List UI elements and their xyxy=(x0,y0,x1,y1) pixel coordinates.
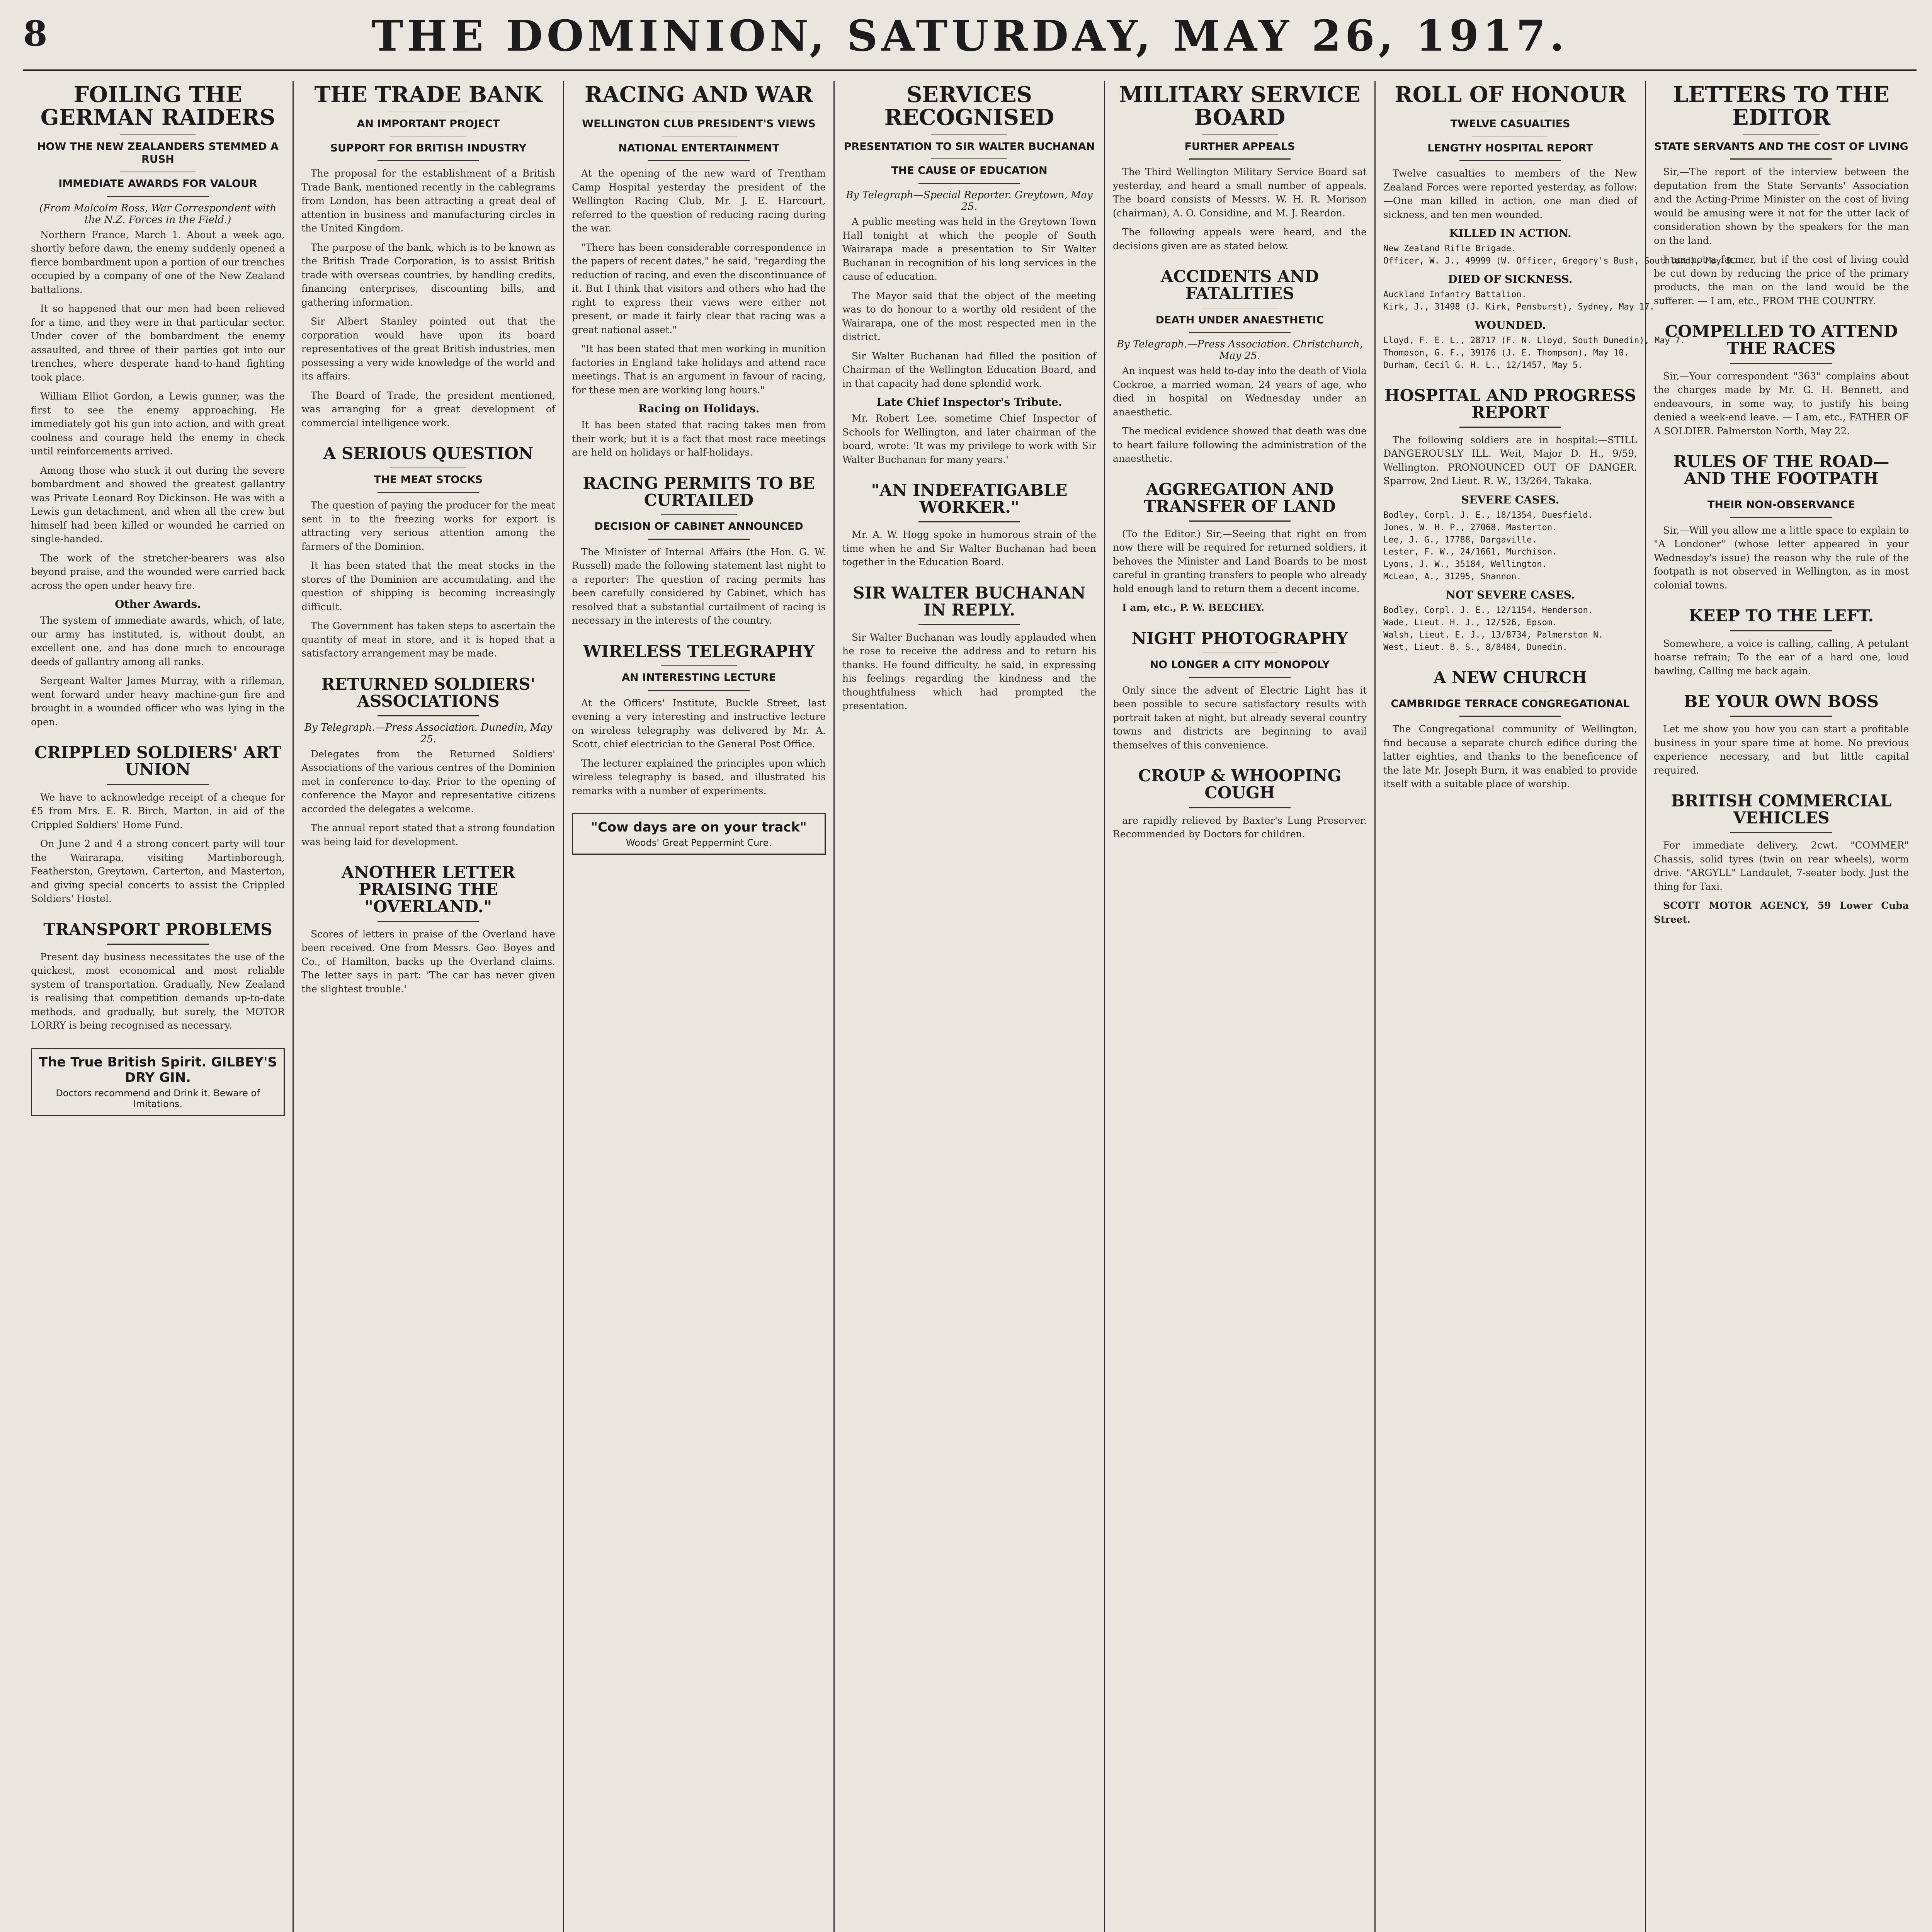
divider xyxy=(1189,158,1291,160)
headline: SERVICES RECOGNISED xyxy=(884,82,1054,130)
article xyxy=(31,921,285,1032)
subheadline: DEATH UNDER ANAESTHETIC xyxy=(1155,314,1324,326)
subheadline: DECISION OF CABINET ANNOUNCED xyxy=(594,520,803,532)
list-title: KILLED IN ACTION. xyxy=(1449,227,1571,240)
signoff: I am, etc., P. W. BEECHEY. xyxy=(1122,602,1265,614)
divider xyxy=(1459,160,1561,161)
ad-title: The True British Spirit. GILBEY'S DRY GIN. xyxy=(39,1054,277,1085)
divider xyxy=(918,521,1020,522)
divider xyxy=(120,134,196,135)
byline: By Telegraph.—Press Association. Dunedin, May 25. xyxy=(304,721,552,745)
article xyxy=(1383,669,1637,791)
list-item: Officer, W. J., 49999 (W. Officer, Gregory's Bush, Southland), May 9. xyxy=(1383,256,1736,266)
paragraph: It so happened that our men had been relieved for a time, and they were in that particular sector. Under cover of the bombardment the enemy assaulted, and three of their parties got into our trenches, where desperate hand-to-hand fighting took place. xyxy=(31,303,285,383)
divider xyxy=(1730,630,1832,631)
list-item: Wade, Lieut. H. J., 12/526, Epsom. xyxy=(1383,617,1558,628)
casualty-list xyxy=(1383,335,1685,372)
list-item: McLean, A., 31295, Shannon. xyxy=(1383,572,1522,582)
list-item: Lyons, J. W., 35184, Wellington. xyxy=(1383,560,1547,570)
headline: BRITISH COMMERCIAL VEHICLES xyxy=(1671,791,1892,828)
article xyxy=(1113,268,1367,465)
headline: A NEW CHURCH xyxy=(1433,668,1587,687)
headline: KEEP TO THE LEFT. xyxy=(1689,606,1874,626)
paragraph: Sir Walter Buchanan had filled the position of Chairman of the Wellington Education Board, and in that capacity had done splendid work. xyxy=(842,350,1096,389)
casualty-list xyxy=(1383,289,1655,313)
headline: FOILING THE GERMAN RAIDERS xyxy=(40,82,276,130)
headline: HOSPITAL AND PROGRESS REPORT xyxy=(1384,386,1636,422)
headline: CROUP & WHOOPING COUGH xyxy=(1138,766,1342,803)
divider xyxy=(648,160,750,161)
headline: BE YOUR OWN BOSS xyxy=(1684,692,1879,711)
headline: ROLL OF HONOUR xyxy=(1395,82,1626,107)
article xyxy=(1654,83,1909,308)
casualty-list xyxy=(1383,509,1637,583)
headline: THE TRADE BANK xyxy=(314,82,543,107)
article xyxy=(572,643,826,798)
paragraph: Sergeant Walter James Murray, with a rifleman, went forward under heavy machine-gun fire and brought in a wounded officer who was lying in the open. xyxy=(31,675,285,728)
newspaper-title: THE DOMINION, SATURDAY, MAY 26, 1917. xyxy=(371,11,1568,61)
columns xyxy=(23,81,1918,1932)
paragraph: The lecturer explained the principles upon which wireless telegraphy is based, and illustrated his remarks with a number of experiments. xyxy=(572,757,826,796)
list-title: NOT SEVERE CASES. xyxy=(1446,588,1575,602)
paragraph: Somewhere, a voice is calling, calling, A petulant hoarse refrain; To the ear of a hard one, loud bawling, Calling me back again. xyxy=(1654,638,1909,677)
paragraph: William Elliot Gordon, a Lewis gunner, was the first to see the enemy approaching. He immediately got his gun into action, and with great coolness and courage held the enemy in check until reinforcements arrived. xyxy=(31,391,285,457)
paragraph: An inquest was held to-day into the death of Viola Cockroe, a married woman, 24 years of age, who died in hospital on Wednesday under an anaesthetic. xyxy=(1113,365,1367,418)
divider xyxy=(1730,517,1832,518)
article xyxy=(1383,387,1637,654)
column-5 xyxy=(1105,81,1376,1932)
divider xyxy=(1189,332,1291,333)
headline: AGGREGATION AND TRANSFER OF LAND xyxy=(1144,480,1336,516)
divider xyxy=(1189,807,1291,808)
headline: SIR WALTER BUCHANAN IN REPLY. xyxy=(853,583,1086,619)
article xyxy=(1654,323,1909,438)
paragraph: The Government has taken steps to ascertain the quantity of meat in store, and it is hoped that a satisfactory arrangement may be made. xyxy=(301,620,555,659)
subheadline: AN INTERESTING LECTURE xyxy=(622,671,776,684)
headline: CRIPPLED SOLDIERS' ART UNION xyxy=(34,743,281,779)
headline: RACING AND WAR xyxy=(584,82,813,107)
paragraph: Mr. Robert Lee, sometime Chief Inspector of Schools for Wellington, and later chairman of the board, wrote: 'It was my privilege to work with Sir Walter Buchanan for many years.' xyxy=(842,413,1096,465)
article xyxy=(31,744,285,905)
divider xyxy=(931,134,1007,135)
article xyxy=(1654,453,1909,592)
divider xyxy=(918,624,1020,625)
advertisement xyxy=(572,813,826,855)
paragraph: Sir Walter Buchanan was loudly applauded when he rose to receive the address and to return his thanks. He found difficulty, he said, in expressing his feelings regarding the kindness and the thoughtfulness which had prompted the presentation. xyxy=(842,631,1096,712)
divider xyxy=(661,514,737,515)
article xyxy=(842,585,1096,713)
paragraph: I am not a farmer, but if the cost of living could be cut down by reducing the price of the primary products, the man on the land would be the sufferer. — I am, etc., FROM THE COUNTRY. xyxy=(1654,254,1909,306)
subheadline: STATE SERVANTS AND THE COST OF LIVING xyxy=(1654,140,1908,153)
list-item: Lloyd, F. E. L., 28717 (F. N. Lloyd, South Dunedin), May 7. xyxy=(1383,335,1685,345)
list-title: SEVERE CASES. xyxy=(1461,493,1560,506)
article xyxy=(301,864,555,996)
section-subhead: Racing on Holidays. xyxy=(638,402,760,415)
paragraph: The annual report stated that a strong foundation was being laid for development. xyxy=(301,822,555,847)
divider xyxy=(107,944,209,945)
subheadline: TWELVE CASUALTIES xyxy=(1450,117,1570,130)
paragraph: Sir,—The report of the interview between the deputation from the State Servants' Association and the Acting-Prime Minister on the cost of living would be amusing were it not for the utter lack of consideration shown by the speakers for the man on the land. xyxy=(1654,166,1909,246)
subheadline: THEIR NON-OBSERVANCE xyxy=(1707,499,1855,511)
headline: NIGHT PHOTOGRAPHY xyxy=(1131,629,1348,648)
divider xyxy=(1730,832,1832,833)
paragraph: Present day business necessitates the use of the quickest, most economical and most reliable system of transportation. Gradually, New Zealand is realising that competition demands up-to-date methods, and gradually, but surely, the MOTOR LORRY is being recognised as necessary. xyxy=(31,951,285,1031)
subheadline: AN IMPORTANT PROJECT xyxy=(357,117,500,130)
page-number: 8 xyxy=(23,13,48,54)
headline: RULES OF THE ROAD—AND THE FOOTPATH xyxy=(1673,452,1889,488)
section-subhead: Other Awards. xyxy=(115,598,201,611)
divider xyxy=(1189,677,1291,678)
casualty-list xyxy=(1383,604,1637,654)
article xyxy=(1654,793,1909,926)
paragraph: The Minister of Internal Affairs (the Hon. G. W. Russell) made the following statement last night to a reporter: The question of racing permits has been carefully considered by Cabinet, which has resolved that a substantial curtailment of racing is necessary in the interests of the country. xyxy=(572,546,826,626)
byline: By Telegraph—Special Reporter. Greytown, May 25. xyxy=(846,189,1093,213)
article xyxy=(1654,607,1909,678)
list-item: Kirk, J., 31498 (J. Kirk, Pensburst), Sydney, May 17. xyxy=(1383,302,1655,312)
headline: RACING PERMITS TO BE CURTAILED xyxy=(583,473,815,510)
byline: (From Malcolm Ross, War Correspondent with the N.Z. Forces in the Field.) xyxy=(39,202,277,226)
list-item: Durham, Cecil G. H. L., 12/1457, May 5. xyxy=(1383,360,1583,370)
headline: ACCIDENTS AND FATALITIES xyxy=(1160,267,1319,303)
subheadline: FURTHER APPEALS xyxy=(1184,140,1295,153)
list-title: DIED OF SICKNESS. xyxy=(1448,273,1573,286)
subheadline: CAMBRIDGE TERRACE CONGREGATIONAL xyxy=(1391,697,1630,710)
divider xyxy=(648,690,750,691)
divider xyxy=(107,784,209,785)
paragraph: The following soldiers are in hospital:—STILL DANGEROUSLY ILL. Weit, Major D. H., 9/59, Wellington. PRONOUNCED OUT OF DANGER. Sparrow, 2nd Lieut. R. W., 13/264, Takaka. xyxy=(1383,434,1637,487)
divider xyxy=(1202,134,1278,135)
paragraph: The proposal for the establishment of a British Trade Bank, mentioned recently in the cablegrams from London, has been attracting a great deal of attention in business and manufacturing circles in the United Kingdom. xyxy=(301,168,555,234)
paragraph: The Board of Trade, the president mentioned, was arranging for a great development of commercial intelligence work. xyxy=(301,389,555,429)
subheadline: HOW THE NEW ZEALANDERS STEMMED A RUSH xyxy=(37,140,279,166)
column-3 xyxy=(564,81,835,1932)
list-item: Jones, W. H. P., 27068, Masterton. xyxy=(1383,522,1558,532)
article xyxy=(842,83,1096,466)
subheadline: IMMEDIATE AWARDS FOR VALOUR xyxy=(58,178,257,190)
headline: ANOTHER LETTER PRAISING THE "OVERLAND." xyxy=(341,863,515,916)
paragraph: "There has been considerable correspondence in the papers of recent dates," he said, "regarding the reduction of racing, and even the discontinuance of it. But I think that visitors and others who had the right to express their views were either not present, or made it fairly clear that racing was a great national asset." xyxy=(572,242,826,335)
divider xyxy=(1743,134,1820,135)
headline: RETURNED SOLDIERS' ASSOCIATIONS xyxy=(321,674,536,711)
divider xyxy=(918,183,1020,184)
divider xyxy=(378,921,479,922)
paragraph: The question of paying the producer for the meat sent in to the freezing works for export is attracting very serious attention among the farmers of the Dominion. xyxy=(301,500,555,552)
divider xyxy=(1730,158,1832,160)
subheadline: NATIONAL ENTERTAINMENT xyxy=(618,142,779,154)
divider xyxy=(931,158,1007,159)
signoff: SCOTT MOTOR AGENCY, 59 Lower Cuba Street. xyxy=(1654,900,1909,925)
paragraph: Let me show you how you can start a profitable business in your spare time at home. No previous experience necessary, and but little capital required. xyxy=(1654,723,1909,776)
paragraph: are rapidly relieved by Baxter's Lung Preserver. Recommended by Doctors for children. xyxy=(1113,815,1367,840)
ad-title: "Cow days are on your track" xyxy=(591,820,807,835)
list-item: Lester, F. W., 24/1661, Murchison. xyxy=(1383,547,1558,557)
paragraph: The following appeals were heard, and the decisions given are as stated below. xyxy=(1113,226,1367,252)
paragraph: Northern France, March 1. About a week ago, shortly before dawn, the enemy suddenly opened a fierce bombardment upon a portion of our trenches occupied by a company of one of the New Zealand battalions. xyxy=(31,229,285,295)
article xyxy=(572,475,826,628)
paragraph: A public meeting was held in the Greytown Town Hall tonight at which the people of South Wairarapa made a presentation to Sir Walter Buchanan in recognition of his long services in the cause of education. xyxy=(842,216,1096,282)
paragraph: Twelve casualties to members of the New Zealand Forces were reported yesterday, as follow:—One man killed in action, one man died of sickness, and ten men wounded. xyxy=(1383,168,1637,220)
article xyxy=(842,482,1096,569)
paragraph: Sir Albert Stanley pointed out that the corporation would have upon its board representatives of the great British industries, men possessing a very wide knowledge of the world and its affairs. xyxy=(301,316,555,382)
paragraph: At the Officers' Institute, Buckle Street, last evening a very interesting and instructive lecture on wireless telegraphy was delivered by Mr. A. Scott, chief electrician to the General Post Office. xyxy=(572,697,826,750)
paragraph: At the opening of the new ward of Trentham Camp Hospital yesterday the president of the Wellington Racing Club, Mr. J. E. Harcourt, referred to the question of reducing racing during the war. xyxy=(572,168,826,234)
divider xyxy=(1730,363,1832,364)
headline: WIRELESS TELEGRAPHY xyxy=(583,641,815,661)
paragraph: The work of the stretcher-bearers was also beyond praise, and the wounded were carried back across the open under heavy fire. xyxy=(31,552,285,591)
section-subhead: Late Chief Inspector's Tribute. xyxy=(876,396,1062,409)
ad-subtitle: Doctors recommend and Drink it. Beware of Imitations. xyxy=(56,1087,260,1109)
divider xyxy=(1730,716,1832,717)
divider xyxy=(661,665,737,666)
paragraph: Scores of letters in praise of the Overland have been received. One from Messrs. Geo. Boyes and Co., of Hamilton, backs up the Overland claims. The letter says in part: 'The car has never given the slightest trouble.' xyxy=(301,928,555,995)
subheadline: WELLINGTON CLUB PRESIDENT'S VIEWS xyxy=(582,117,816,130)
headline: LETTERS TO THE EDITOR xyxy=(1673,82,1889,130)
list-item: Walsh, Lieut. E. J., 13/8734, Palmerston N. xyxy=(1383,630,1604,640)
divider xyxy=(1459,427,1561,428)
paragraph: "It has been stated that men working in munition factories in England take holidays and attend race meetings. That is an argument in favour of racing, for these men are working long hours." xyxy=(572,343,826,396)
divider xyxy=(1459,716,1561,717)
divider xyxy=(378,160,479,161)
divider xyxy=(378,715,479,716)
paragraph: The Third Wellington Military Service Board sat yesterday, and heard a small number of appeals. The board consists of Messrs. W. H. R. Morison (chairman), A. O. Considine, and M. J. Reardon. xyxy=(1113,166,1367,219)
paragraph: The Congregational community of Wellington, find because a separate church edifice during the latter eighties, and thanks to the beneficence of the late Mr. Joseph Burn, it was enabled to provide itself with a suitable place of worship. xyxy=(1383,723,1637,790)
list-item: Auckland Infantry Battalion. xyxy=(1383,290,1527,300)
paragraph: The system of immediate awards, which, of late, our army has instituted, is, without doubt, an excellent one, and has done much to encourage deeds of gallantry among all ranks. xyxy=(31,615,285,667)
article xyxy=(1654,693,1909,777)
casualty-list xyxy=(1383,243,1736,267)
list-item: Bodley, Corpl. J. E., 18/1354, Duesfield. xyxy=(1383,510,1594,520)
list-item: Thompson, G. F., 39176 (J. E. Thompson), May 10. xyxy=(1383,348,1629,358)
paragraph: Only since the advent of Electric Light has it been possible to secure satisfactory results with portrait taken at night, but already several country towns and districts are beginning to avail themselves of this convenience. xyxy=(1113,684,1367,751)
paragraph: It has been stated that the meat stocks in the stores of the Dominion are accumulating, and the question of shipping is becoming increasingly difficult. xyxy=(301,560,555,612)
article xyxy=(31,83,285,729)
article xyxy=(1383,82,1736,372)
list-item: West, Lieut. B. S., 8/8484, Dunedin. xyxy=(1383,642,1568,652)
paragraph: It has been stated that racing takes men from their work; but it is a fact that most race meetings are held on holidays or half-holidays. xyxy=(572,419,826,458)
paragraph: Sir,—Will you allow me a little space to explain to "A Londoner" (whose letter appeared in your Wednesday's issue) the reason why the rule of the footpath is not observed in Wellington, as in most colonial towns. xyxy=(1654,524,1909,591)
divider xyxy=(378,492,479,493)
headline: TRANSPORT PROBLEMS xyxy=(43,920,272,939)
article xyxy=(301,83,555,430)
divider xyxy=(107,196,209,197)
list-item: Bodley, Corpl. J. E., 12/1154, Henderson. xyxy=(1383,605,1594,616)
advertisement xyxy=(31,1048,285,1116)
masthead xyxy=(23,11,1917,71)
subheadline: THE CAUSE OF EDUCATION xyxy=(891,165,1048,177)
list-title: WOUNDED. xyxy=(1475,318,1546,332)
subheadline: LENGTHY HOSPITAL REPORT xyxy=(1427,142,1593,154)
subheadline: SUPPORT FOR BRITISH INDUSTRY xyxy=(330,142,527,154)
article xyxy=(1113,767,1367,841)
subheadline: NO LONGER A CITY MONOPOLY xyxy=(1150,659,1330,671)
list-item: New Zealand Rifle Brigade. xyxy=(1383,244,1517,254)
headline: "AN INDEFATIGABLE WORKER." xyxy=(871,481,1068,517)
column-4 xyxy=(835,81,1105,1932)
paragraph: The purpose of the bank, which is to be known as the British Trade Corporation, is to assist British trade with overseas countries, by handling credits, financing enterprises, discounting bills, and gathering information. xyxy=(301,242,555,308)
article xyxy=(1113,481,1367,615)
divider xyxy=(1189,520,1291,522)
headline: A SERIOUS QUESTION xyxy=(323,444,534,463)
column-6 xyxy=(1376,81,1736,1932)
article xyxy=(572,83,826,459)
headline: COMPELLED TO ATTEND THE RACES xyxy=(1665,322,1898,358)
subheadline: PRESENTATION TO SIR WALTER BUCHANAN xyxy=(844,140,1095,153)
byline: By Telegraph.—Press Association. Christchurch, May 25. xyxy=(1116,338,1363,362)
paragraph: Mr. A. W. Hogg spoke in humorous strain of the time when he and Sir Walter Buchanan had been together in the Education Board. xyxy=(842,529,1096,568)
paragraph: On June 2 and 4 a strong concert party will tour the Wairarapa, visiting Martinborough, Featherston, Greytown, Carterton, and Masterton, and giving special concerts to assist the Crippled Soldiers' Hostel. xyxy=(31,838,285,905)
article xyxy=(1113,83,1367,253)
paragraph: (To the Editor.) Sir,—Seeing that right on from now there will be required for returned soldiers, it behoves the Minister and Land Boards to be most careful in granting transfers to people who already hold enough land to return them a decent income. xyxy=(1113,528,1367,594)
divider xyxy=(648,539,750,540)
article xyxy=(301,445,555,660)
paragraph: For immediate delivery, 2cwt. "COMMER" Chassis, solid tyres (twin on rear wheels), worm drive. "ARGYLL" Landaulet, 7-seater body. Just the thing for Taxi. xyxy=(1654,840,1909,892)
paragraph: Among those who stuck it out during the severe bombardment and showed the greatest gallantry was Private Leonard Roy Dickinson. He was with a Lewis gun detachment, and when all the crew but himself had been killed or wounded he carried on single-handed. xyxy=(31,464,285,545)
paragraph: We have to acknowledge receipt of a cheque for £5 from Mrs. E. R. Birch, Marton, in aid of the Crippled Soldiers' Home Fund. xyxy=(31,791,285,830)
column-2 xyxy=(294,81,564,1932)
subheadline: THE MEAT STOCKS xyxy=(374,474,483,486)
article xyxy=(301,676,555,849)
list-item: Lee, J. G., 17788, Dargaville. xyxy=(1383,535,1537,545)
paragraph: The Mayor said that the object of the meeting was to do honour to a worthy old resident of the Wairarapa, one of the most respected men in the district. xyxy=(842,290,1096,343)
paragraph: Delegates from the Returned Soldiers' Associations of the various centres of the Dominion met in conference to-day. Prior to the opening of conference the Mayor and representative citizens accorded the delegates a welcome. xyxy=(301,748,555,815)
column-7 xyxy=(1646,81,1917,1932)
paragraph: The medical evidence showed that death was due to heart failure following the administration of the anaesthetic. xyxy=(1113,425,1367,464)
headline: MILITARY SERVICE BOARD xyxy=(1119,82,1361,130)
ad-subtitle: Woods' Great Peppermint Cure. xyxy=(626,837,772,849)
paragraph: Sir,—Your correspondent "363" complains about the charges made by Mr. G. H. Bennett, and endeavours, in some way, to justify his being denied a week-end leave. — I am, etc., FATHER OF A SOLDIER. Palmerston North, May 22. xyxy=(1654,370,1909,437)
column-1 xyxy=(23,81,294,1932)
article xyxy=(1113,630,1367,752)
